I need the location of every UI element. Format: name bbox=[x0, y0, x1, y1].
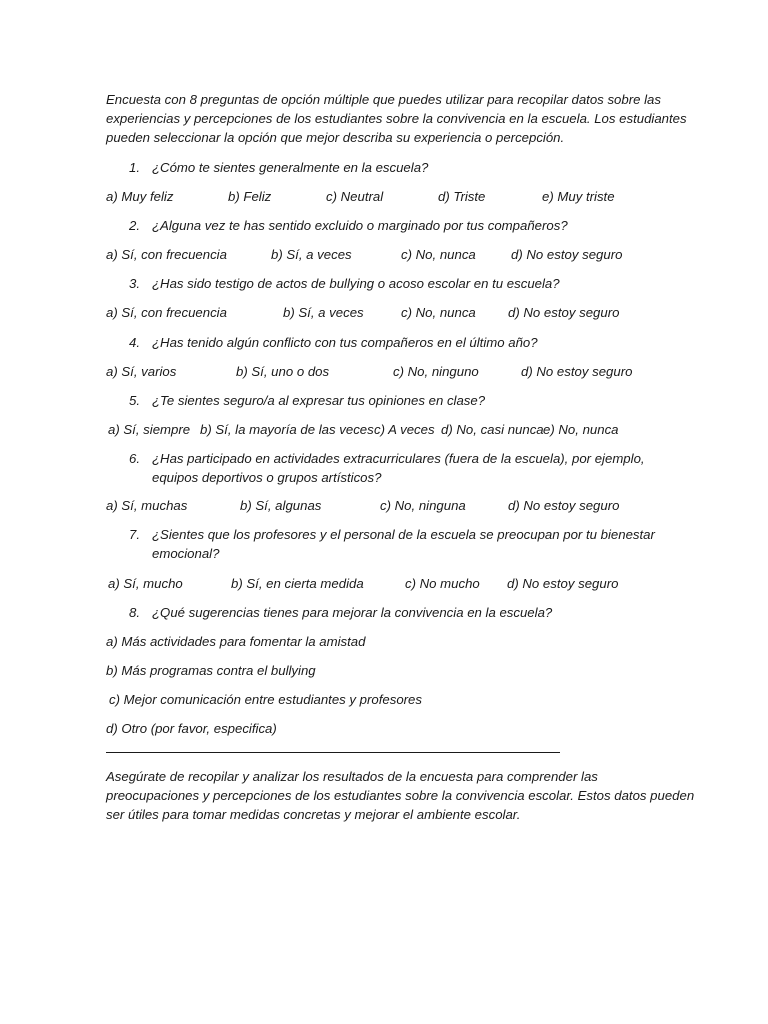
question-text: ¿Alguna vez te has sentido excluido o marginado por tus compañeros? bbox=[152, 218, 568, 233]
question-text: ¿Has tenido algún conflicto con tus compañeros en el último año? bbox=[152, 335, 538, 350]
question-number: 5. bbox=[129, 393, 140, 408]
question-number: 7. bbox=[129, 527, 140, 542]
answer-option: d) Triste bbox=[438, 189, 486, 204]
answer-option: c) No mucho bbox=[405, 576, 480, 591]
question-text: equipos deportivos o grupos artísticos? bbox=[152, 470, 382, 485]
answer-option: a) Más actividades para fomentar la amistad bbox=[106, 634, 366, 649]
closing-paragraph bbox=[106, 767, 694, 824]
answer-option: d) No estoy seguro bbox=[521, 364, 633, 379]
question-number: 2. bbox=[129, 218, 140, 233]
answer-option: d) No estoy seguro bbox=[508, 498, 620, 513]
question-number: 6. bbox=[129, 451, 140, 466]
answer-option: b) Feliz bbox=[228, 189, 272, 204]
question-text: ¿Cómo te sientes generalmente en la escuela? bbox=[152, 160, 429, 175]
closing-line: Asegúrate de recopilar y analizar los resultados de la encuesta para comprender las bbox=[106, 769, 598, 784]
answer-option: e) No, nunca bbox=[543, 422, 619, 437]
answer-option: b) Sí, a veces bbox=[271, 247, 352, 262]
answer-option: c) No, ninguno bbox=[393, 364, 479, 379]
answer-option: d) No estoy seguro bbox=[508, 305, 620, 320]
answer-option: a) Sí, con frecuencia bbox=[106, 305, 227, 320]
answer-option: a) Sí, varios bbox=[106, 364, 177, 379]
question-text: emocional? bbox=[152, 546, 220, 561]
question-text: ¿Has sido testigo de actos de bullying o acoso escolar en tu escuela? bbox=[152, 276, 560, 291]
answer-option: a) Sí, siempre bbox=[108, 422, 191, 437]
intro-line: pueden seleccionar la opción que mejor describa su experiencia o percepción. bbox=[106, 130, 565, 145]
intro-line: Encuesta con 8 preguntas de opción múltiple que puedes utilizar para recopilar datos sobre las bbox=[106, 92, 661, 107]
question-number: 3. bbox=[129, 276, 140, 291]
answer-option: a) Sí, mucho bbox=[108, 576, 183, 591]
question-text: ¿Sientes que los profesores y el personal de la escuela se preocupan por tu bienestar bbox=[152, 527, 655, 542]
answer-option: c) No, nunca bbox=[401, 305, 476, 320]
answer-option: a) Sí, muchas bbox=[106, 498, 188, 513]
closing-line: ser útiles para tomar medidas concretas y mejorar el ambiente escolar. bbox=[106, 807, 521, 822]
question-text: ¿Te sientes seguro/a al expresar tus opiniones en clase? bbox=[152, 393, 486, 408]
answer-option: d) Otro (por favor, especifica) bbox=[106, 721, 277, 736]
answer-option: c) Mejor comunicación entre estudiantes y profesores bbox=[109, 692, 422, 707]
intro-paragraph bbox=[106, 90, 687, 147]
answer-option: b) Más programas contra el bullying bbox=[106, 663, 316, 678]
question-number: 4. bbox=[129, 335, 140, 350]
answer-option: d) No estoy seguro bbox=[507, 576, 619, 591]
answer-option: a) Muy feliz bbox=[106, 189, 174, 204]
answer-option: c) No, ninguna bbox=[380, 498, 466, 513]
question-number: 1. bbox=[129, 160, 140, 175]
answer-option: b) Sí, algunas bbox=[240, 498, 322, 513]
answer-option: d) No, casi nunca bbox=[441, 422, 544, 437]
question-text: ¿Qué sugerencias tienes para mejorar la convivencia en la escuela? bbox=[152, 605, 553, 620]
question-text: ¿Has participado en actividades extracurriculares (fuera de la escuela), por ejemplo, bbox=[152, 451, 645, 466]
answer-option: c) Neutral bbox=[326, 189, 384, 204]
answer-option: b) Sí, en cierta medida bbox=[231, 576, 364, 591]
answer-option: b) Sí, la mayoría de las veces bbox=[200, 422, 374, 437]
answer-option: d) No estoy seguro bbox=[511, 247, 623, 262]
answer-option: c) No, nunca bbox=[401, 247, 476, 262]
closing-line: preocupaciones y percepciones de los estudiantes sobre la convivencia escolar. Estos datos pueden bbox=[106, 788, 695, 803]
intro-line: experiencias y percepciones de los estudiantes sobre la convivencia en la escuela. Los estudiantes bbox=[106, 111, 687, 126]
answer-option: c) A veces bbox=[374, 422, 435, 437]
answer-option: a) Sí, con frecuencia bbox=[106, 247, 227, 262]
answer-option: b) Sí, uno o dos bbox=[236, 364, 330, 379]
question-number: 8. bbox=[129, 605, 140, 620]
answer-blank-line bbox=[106, 752, 560, 753]
answer-option: e) Muy triste bbox=[542, 189, 615, 204]
answer-option: b) Sí, a veces bbox=[283, 305, 364, 320]
